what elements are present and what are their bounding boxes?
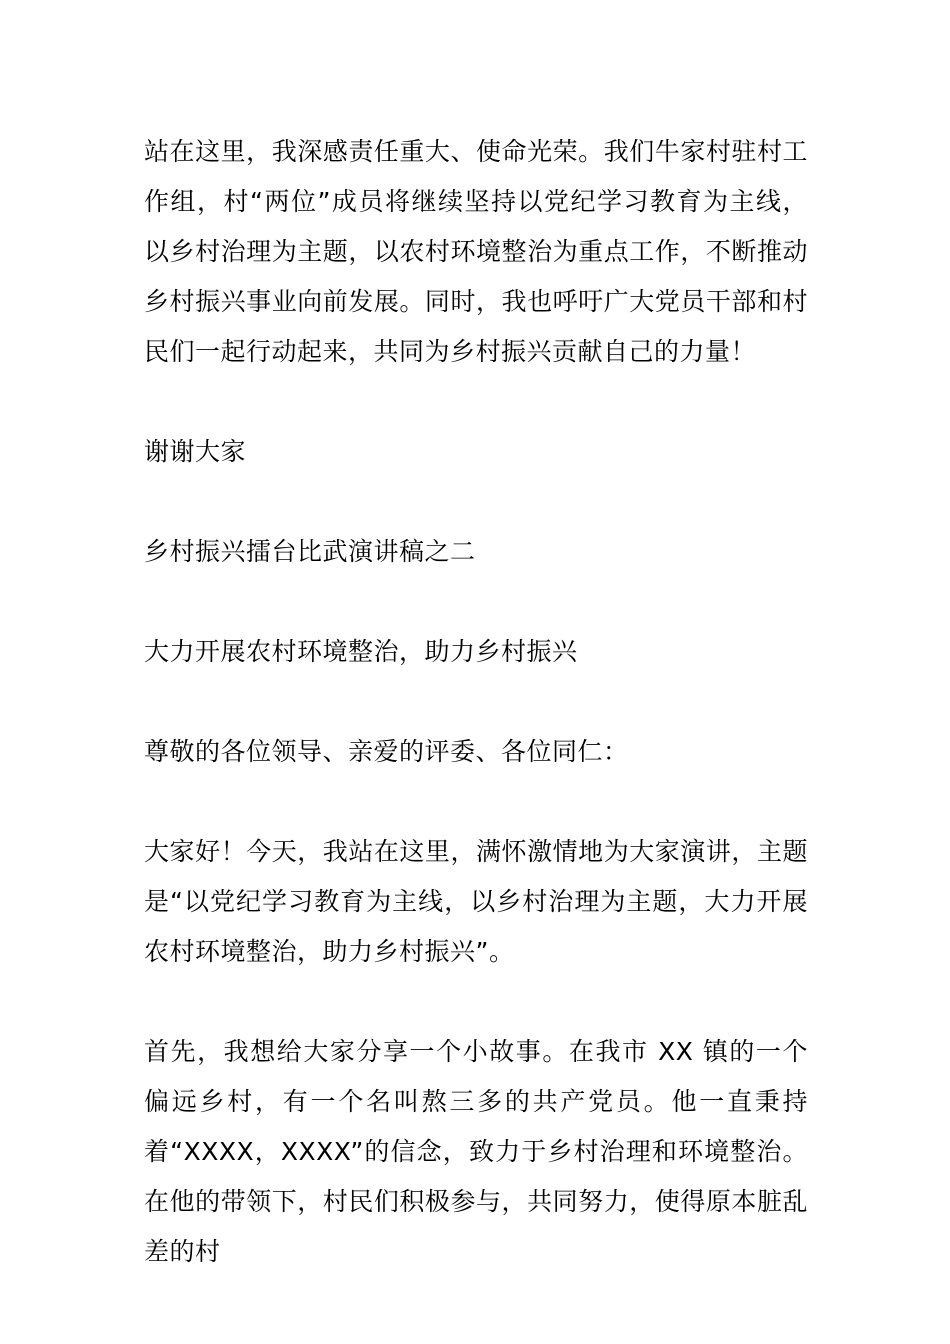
paragraph-story: 首先，我想给大家分享一个小故事。在我市 XX 镇的一个偏远乡村，有一个名叫熬三多的共产党员。他一直秉持着“XXXX，XXXX”的信念，致力于乡村治理和环境整治。在他的带领下，村民们积极参与，共同努力，使得原本脏乱差的村 bbox=[144, 1037, 808, 1266]
paragraph-responsibility: 站在这里，我深感责任重大、使命光荣。我们牛家村驻村工作组，村“两位”成员将继续坚持以党纪学习教育为主线，以乡村治理为主题，以农村环境整治为重点工作，不断推动乡村振兴事业向前发展。同时，我也呼吁广大党员干部和村民们一起行动起来，共同为乡村振兴贡献自己的力量！ bbox=[144, 137, 808, 366]
salutation: 尊敬的各位领导、亲爱的评委、各位同仁： bbox=[144, 737, 629, 766]
speech-subtitle: 乡村振兴擂台比武演讲稿之二 bbox=[144, 537, 476, 566]
paragraph-greeting: 大家好！今天，我站在这里，满怀激情地为大家演讲，主题是“以党纪学习教育为主线，以乡村治理为主题，大力开展农村环境整治，助力乡村振兴”。 bbox=[144, 837, 808, 966]
paragraph-thanks: 谢谢大家 bbox=[144, 437, 247, 466]
document-body bbox=[144, 127, 808, 1277]
speech-title: 大力开展农村环境整治，助力乡村振兴 bbox=[144, 637, 578, 666]
